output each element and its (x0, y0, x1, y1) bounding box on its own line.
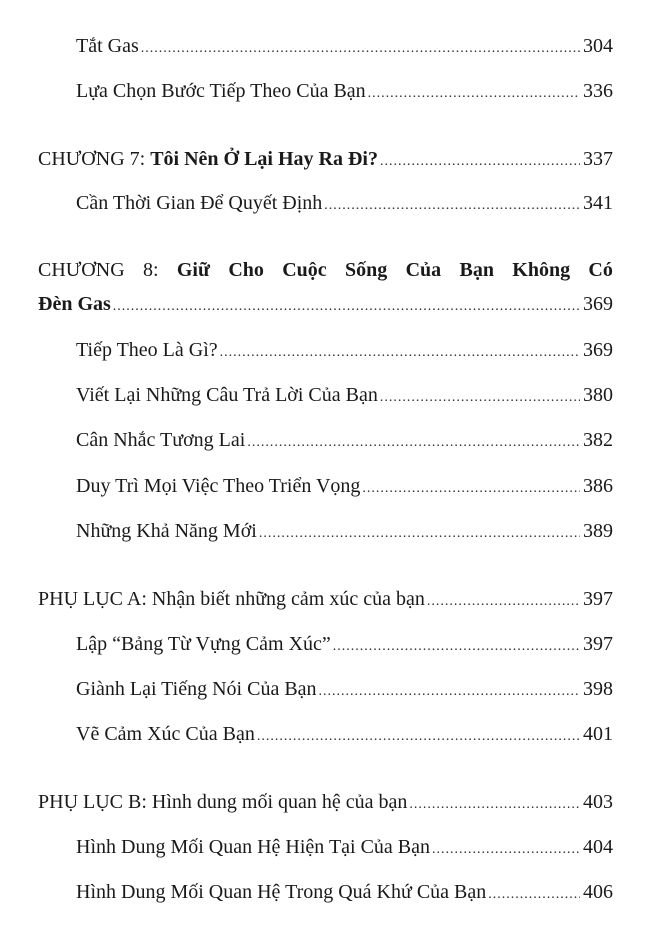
toc-entry-page: 403 (583, 791, 613, 813)
toc-entry-title: Viết Lại Những Câu Trả Lời Của Bạn (76, 384, 378, 406)
toc-entry-title: Lập “Bảng Từ Vựng Cảm Xúc” (76, 633, 331, 655)
toc-entry-title: Hình Dung Mối Quan Hệ Trong Quá Khứ Của Bạn (76, 881, 487, 903)
dot-leader (488, 882, 580, 908)
dot-leader (333, 634, 580, 660)
dot-leader (220, 340, 580, 366)
toc-entry-title (38, 291, 111, 317)
dot-leader (432, 837, 580, 863)
toc-entry-title: PHỤ LỤC A: Nhận biết những cảm xúc của bạn (38, 588, 425, 610)
toc-entry-title: PHỤ LỤC B: Hình dung mối quan hệ của bạn (38, 791, 408, 813)
dot-leader (427, 589, 580, 615)
toc-entry (76, 834, 613, 863)
toc-entry (76, 337, 613, 366)
toc-entry-title: Tắt Gas (76, 35, 139, 57)
toc-appendix-entry (38, 586, 613, 615)
toc-entry-page: 336 (583, 80, 613, 102)
toc-entry-title: Hình Dung Mối Quan Hệ Hiện Tại Của Bạn (76, 836, 431, 858)
chapter-title-word: Sống (345, 259, 388, 281)
chapter-title-word: Có (588, 259, 613, 281)
toc-chapter-heading (38, 257, 613, 283)
toc-entry-title: Cần Thời Gian Để Quyết Định (76, 192, 323, 214)
toc-entry (76, 190, 613, 219)
chapter-title-continued: Đèn Gas (38, 293, 111, 315)
toc-entry-title: Những Khả Năng Mới (76, 520, 257, 542)
toc-entry-page: 401 (583, 723, 613, 745)
toc-chapter-entry (38, 291, 613, 320)
chapter-title-word: Bạn (459, 259, 494, 281)
toc-entry-title: Tiếp Theo Là Gì? (76, 339, 218, 361)
toc-entry-title: Lựa Chọn Bước Tiếp Theo Của Bạn (76, 80, 366, 102)
toc-entry (76, 382, 613, 411)
chapter-prefix-word: CHƯƠNG (38, 259, 125, 281)
toc-entry-page: 304 (583, 35, 613, 57)
toc-entry-page: 380 (583, 384, 613, 406)
toc-entry-page: 386 (583, 475, 613, 497)
dot-leader (141, 36, 580, 62)
chapter-title-word: Cuộc (282, 259, 327, 281)
toc-entry-page: 382 (583, 429, 613, 451)
dot-leader (247, 430, 580, 456)
chapter-title: Tôi Nên Ở Lại Hay Ra Đi? (150, 148, 378, 170)
toc-entry-title: Duy Trì Mọi Việc Theo Triển Vọng (76, 475, 361, 497)
toc-entry-title: Cân Nhắc Tương Lai (76, 429, 246, 451)
dot-leader (409, 792, 580, 818)
toc-entry-page: 337 (583, 148, 613, 170)
dot-leader (362, 476, 580, 502)
toc-entry-page: 341 (583, 192, 613, 214)
toc-entry (76, 879, 613, 908)
chapter-prefix-word: 8: (142, 259, 159, 281)
toc-entry (76, 631, 613, 660)
toc-entry-page: 398 (583, 678, 613, 700)
toc-entry-page: 406 (583, 881, 613, 903)
toc-entry-page: 369 (583, 293, 613, 315)
toc-entry (76, 78, 613, 107)
chapter-prefix: CHƯƠNG 7: (38, 148, 151, 170)
toc-entry (76, 427, 613, 456)
dot-leader (319, 679, 580, 705)
chapter-title-word: Không (512, 259, 571, 281)
toc-appendix-entry (38, 789, 613, 818)
toc-entry (76, 473, 613, 502)
toc-entry-title (38, 146, 378, 172)
dot-leader (257, 724, 580, 750)
chapter-title-word: Của (405, 259, 442, 281)
chapter-title-word: Giữ (176, 259, 210, 281)
chapter-title-word: Cho (228, 259, 264, 281)
toc-entry-page: 389 (583, 520, 613, 542)
dot-leader (380, 385, 580, 411)
dot-leader (113, 294, 580, 320)
toc-chapter-entry (38, 146, 613, 175)
dot-leader (368, 81, 580, 107)
toc-entry-page: 369 (583, 339, 613, 361)
toc-entry-page: 404 (583, 836, 613, 858)
toc-entry-title: Giành Lại Tiếng Nói Của Bạn (76, 678, 317, 700)
toc-entry (76, 676, 613, 705)
dot-leader (259, 521, 580, 547)
toc-entry-title: Vẽ Cảm Xúc Của Bạn (76, 723, 255, 745)
toc-entry (76, 33, 613, 62)
toc-entry (76, 721, 613, 750)
toc-entry-page: 397 (583, 588, 613, 610)
dot-leader (380, 149, 580, 175)
toc-entry-page: 397 (583, 633, 613, 655)
toc-entry (76, 518, 613, 547)
dot-leader (324, 193, 580, 219)
